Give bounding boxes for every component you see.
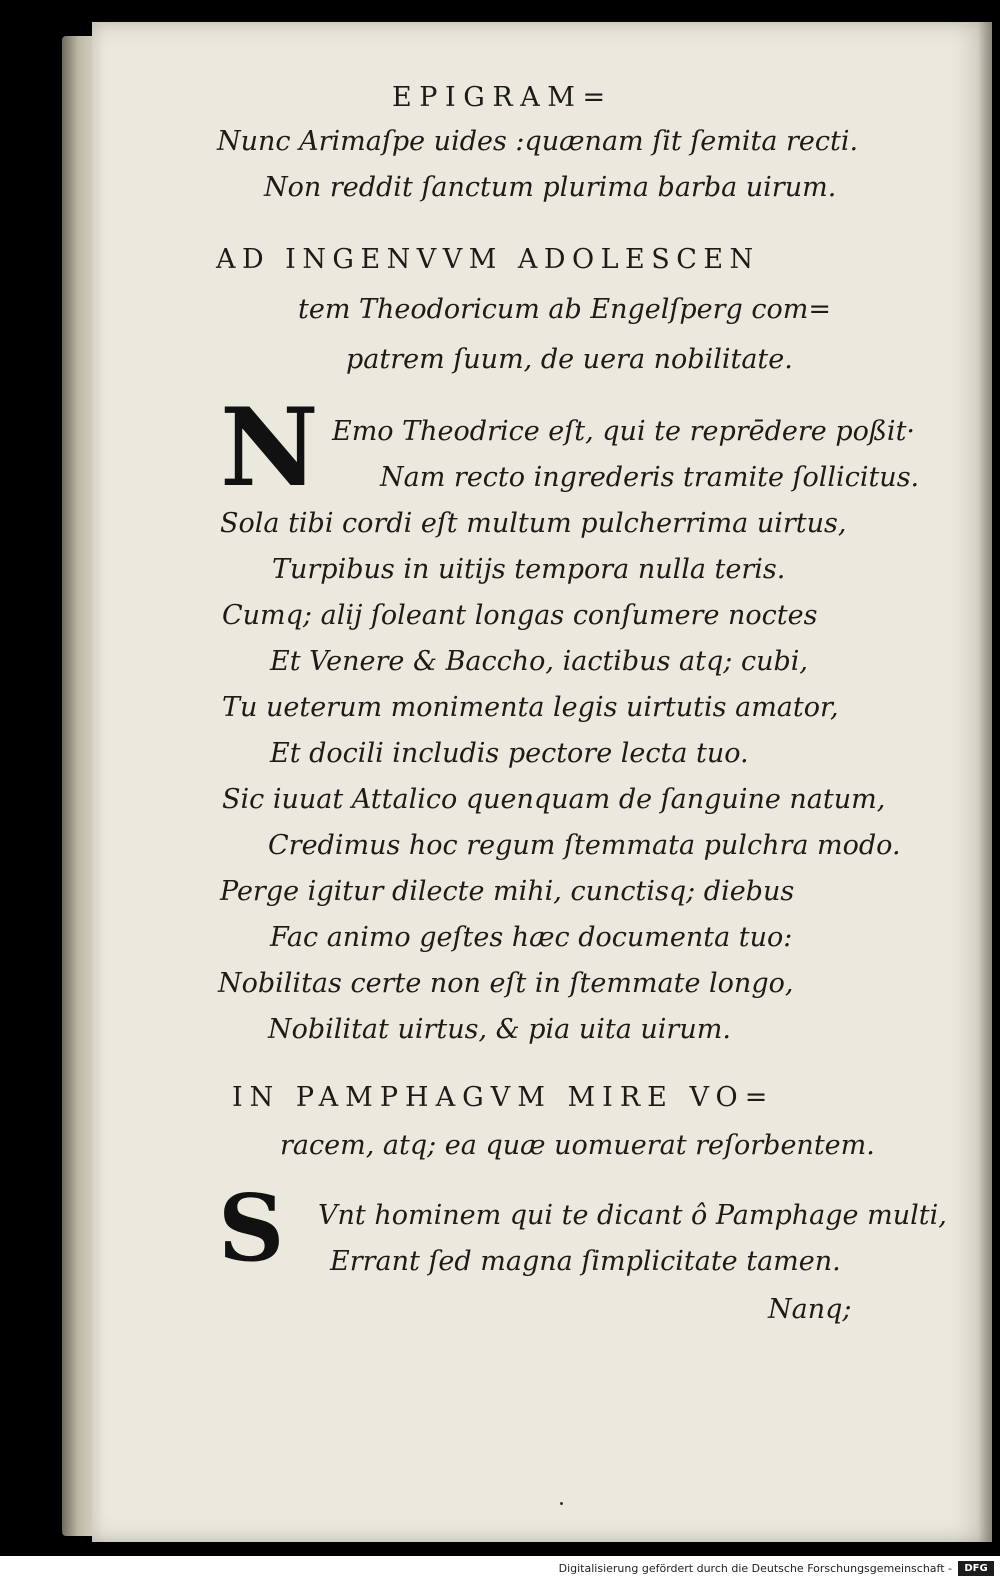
dropcap-s: S — [218, 1174, 285, 1282]
poem2-line-1: Vnt hominem qui te dicant ô Pamphage multi, — [318, 1200, 947, 1231]
book-page — [92, 22, 992, 1542]
poem2-line-2: Errant ſed magna ſimplicitate tamen. — [330, 1246, 841, 1277]
footer-bar — [0, 1556, 1000, 1583]
poem1-line-10: Credimus hoc regum ſtemmata pulchra modo. — [268, 830, 901, 861]
poem1-line-11: Perge igitur dilecte mihi, cunctisq; diebus — [220, 876, 795, 907]
dfg-logo: DFG — [958, 1561, 994, 1576]
epigram-line-1: Nunc Arimaſpe uides :quænam ſit ſemita recti. — [217, 126, 859, 157]
poem1-line-7: Tu ueterum monimenta legis uirtutis amator, — [222, 692, 839, 723]
epigram-line-2: Non reddit ſanctum plurima barba uirum. — [264, 172, 837, 203]
poem1-line-12: Fac animo geſtes hæc documenta tuo: — [270, 922, 793, 953]
poem2-heading-caps: IN PAMPHAGVM MIRE VO= — [232, 1082, 775, 1113]
running-head: EPIGRAM= — [392, 82, 613, 113]
poem1-line-8: Et docili includis pectore lecta tuo. — [270, 738, 749, 769]
poem2-heading-line-2: racem, atq; ea quæ uomuerat reſorbentem. — [280, 1130, 875, 1161]
footer-credit: Digitalisierung gefördert durch die Deutsche Forschungsgemeinschaft - — [558, 1562, 952, 1575]
poem1-line-13: Nobilitas certe non eſt in ſtemmate longo, — [218, 968, 794, 999]
poem1-line-14: Nobilitat uirtus, & pia uita uirum. — [268, 1014, 731, 1045]
page-gutter-shadow — [978, 22, 992, 1542]
poem1-line-4: Turpibus in uitijs tempora nulla teris. — [272, 554, 786, 585]
poem1-line-2: Nam recto ingrederis tramite ſollicitus. — [380, 462, 920, 493]
poem1-line-9: Sic iuuat Attalico quenquam de ſanguine natum, — [222, 784, 886, 815]
poem1-line-3: Sola tibi cordi eſt multum pulcherrima uirtus, — [220, 508, 847, 539]
poem1-line-6: Et Venere & Baccho, iactibus atq; cubi, — [270, 646, 808, 677]
poem1-line-1: Emo Theodrice eſt, qui te reprēdere poßit· — [332, 416, 916, 447]
poem1-heading-line-2: tem Theodoricum ab Engelſperg com= — [298, 294, 832, 325]
poem1-line-5: Cumq; alij ſoleant longas conſumere noctes — [222, 600, 818, 631]
dropcap-n: N — [220, 385, 319, 511]
ink-speck — [560, 1502, 563, 1505]
poem1-heading-line-3: patrem ſuum, de uera nobilitate. — [346, 344, 793, 375]
catchword: Nanq; — [768, 1294, 852, 1325]
poem1-heading-caps: AD INGENVVM ADOLESCEN — [216, 244, 760, 275]
